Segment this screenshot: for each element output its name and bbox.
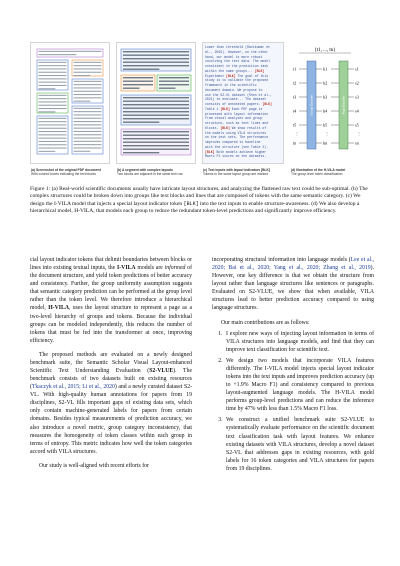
text-line bbox=[39, 65, 67, 66]
text-line bbox=[123, 65, 189, 66]
text-line bbox=[123, 77, 153, 78]
paragraph: The proposed methods are evaluated on a newly designed benchmark suite, the Semantic Scholar Visual Layout-enhanced Scientific Text Understanding Evaluation (S2-VLUE). The benchmark consists of two datasets built on existing resources (Tkaczyk et al., 2015; Li et al., 2020) and a newly curated dataset S2-VL. With high-quality human annotations for papers from 19 disciplines, S2-VL fills important gaps of existing data sets, which only contain machine-generated labels for papers from certain domains. Besides typical measurements of prediction accuracy, we also introduce a novel metric, group category inconsistency, that measures the homogeneity of token classes within each group in terms of entropy. This metric indicates how well the token categories accord with VILA structures. bbox=[30, 351, 192, 455]
caption-blk-token: [BLK] bbox=[183, 200, 199, 207]
text-line bbox=[123, 115, 189, 116]
text-line bbox=[123, 149, 189, 150]
input-text-line: consists of annotated papers. [BLK] bbox=[205, 102, 272, 106]
panel-a-note: With colored boxes indicating the text blocks bbox=[31, 171, 96, 176]
text-line bbox=[39, 131, 67, 132]
text-line bbox=[74, 111, 102, 112]
text-line bbox=[74, 87, 102, 88]
list-item: 1. I explore new ways of injecting layout information in terms of VILA structures into language models, and find that they can improve text classification for scientific text. bbox=[224, 330, 374, 354]
text-line bbox=[39, 82, 67, 83]
text-block-box bbox=[121, 95, 191, 125]
hidden-state-label: h1 bbox=[323, 66, 328, 72]
text-line bbox=[123, 81, 153, 82]
citation-link[interactable]: Tkaczyk et al., 2015; Li et al., 2020 bbox=[31, 384, 115, 391]
token-label: tn bbox=[293, 140, 297, 146]
text-line bbox=[123, 58, 189, 59]
text-line bbox=[39, 111, 56, 112]
token-label: t1 bbox=[293, 66, 297, 72]
text-line bbox=[74, 144, 102, 145]
text-line bbox=[74, 84, 102, 85]
text-line bbox=[123, 142, 189, 143]
right-column bbox=[212, 256, 374, 476]
text-line bbox=[39, 144, 67, 145]
text-line bbox=[39, 75, 67, 76]
contributions-list bbox=[212, 330, 374, 473]
text-line bbox=[74, 75, 91, 76]
blk-token: [BLK] bbox=[220, 125, 230, 130]
ellipsis-icon: ⋮ bbox=[295, 131, 299, 136]
text-line bbox=[39, 124, 67, 125]
input-text-line: involving the text data. The model bbox=[205, 59, 271, 64]
input-text-line: blocks. [BLK] We show results of bbox=[205, 125, 267, 130]
group-encoder-label: Group Encoder bbox=[309, 94, 314, 116]
hidden-state-label: h4 bbox=[323, 108, 328, 114]
token-label: t2 bbox=[293, 80, 297, 86]
output-label: sn bbox=[355, 140, 359, 146]
page-encoder-label: Page Encoder bbox=[341, 95, 346, 115]
input-text-line: 2021) to evaluate... The dataset bbox=[205, 97, 267, 102]
text-line bbox=[39, 118, 67, 119]
text-line bbox=[123, 97, 189, 98]
input-text-line: within the same groups... [BLK] bbox=[205, 68, 265, 73]
panel-b-note: Two blocks are adjacent in the same text row bbox=[117, 171, 183, 176]
text-line bbox=[39, 85, 67, 86]
text-line bbox=[74, 114, 102, 115]
output-label: s5 bbox=[355, 122, 359, 128]
text-input-block bbox=[203, 43, 283, 161]
text-line bbox=[159, 81, 189, 82]
citation-link[interactable]: Lee et al., 2020; Bai et al., 2020; Yang et al., 2020; Zhang et al., 2019 bbox=[212, 257, 374, 272]
input-text-line: Lower than threshold (Ravikumar et bbox=[205, 45, 271, 49]
output-label: s1 bbox=[355, 66, 359, 72]
text-line bbox=[39, 72, 67, 73]
text-line bbox=[39, 62, 67, 63]
text-line bbox=[74, 94, 102, 95]
text-line bbox=[39, 141, 67, 142]
text-line bbox=[123, 138, 189, 139]
paragraph: Our study is well-aligned with recent efforts for bbox=[39, 462, 149, 469]
input-text-line: use the S2-VL dataset (Shen et al., bbox=[205, 92, 272, 97]
text-line bbox=[123, 51, 189, 52]
input-text-line: processed with layout information bbox=[205, 111, 269, 116]
paragraph: Our main contributions are as follows: bbox=[221, 319, 310, 326]
output-label: s3 bbox=[355, 94, 359, 100]
panel-d-label: (d) Illustration of the H-VILA model bbox=[291, 167, 346, 172]
text-line bbox=[123, 108, 189, 109]
layout-segment-illustration bbox=[117, 43, 195, 163]
input-text-line: with the structure (see Table 2). bbox=[205, 144, 269, 149]
text-line bbox=[74, 108, 102, 109]
panel-a bbox=[30, 42, 110, 176]
panel-c-note: Tokens in the same layout group are marked bbox=[203, 171, 269, 176]
left-column bbox=[30, 256, 192, 470]
blk-token: [BLK] bbox=[220, 106, 230, 111]
text-line bbox=[123, 88, 140, 89]
text-line bbox=[74, 138, 102, 139]
hidden-state-label: hn bbox=[323, 140, 328, 146]
text-line bbox=[123, 152, 159, 153]
blk-token: [BLK] bbox=[254, 68, 265, 73]
text-line bbox=[159, 77, 189, 78]
text-line bbox=[123, 145, 189, 146]
caption-text-1: Figure 1: (a) Real-world scientific documents usually have intricate layout structures, and analyzing the flattened raw text could be sub-optimal. (b) The complex structures could be broken down into groups like text blocks and lines that are composed of tokens with the same semantic category. (c) We design the I-VILA model that injects a special layout indicator token bbox=[30, 186, 368, 207]
text-line bbox=[123, 55, 189, 56]
input-text-line: on the test sets. The performance bbox=[205, 135, 269, 140]
output-label: s4 bbox=[355, 108, 359, 114]
text-line bbox=[74, 68, 102, 69]
text-line bbox=[74, 124, 102, 125]
text-line bbox=[39, 128, 67, 129]
text-line bbox=[74, 128, 102, 129]
paragraph: incorporating structural information into language models (Lee et al., 2020; Bai et al., 2020; Yang et al., 2020; Zhang et al., 2019). However, one key difference is that we obtain the structure from layout rather than language structures like sentences or paragraphs. Evaluated on S2-VLUE, we show that when available, VILA structures lead to better prediction accuracy compared to using language structures. bbox=[212, 257, 374, 312]
panel-b-label: (b) A segment with complex layouts bbox=[117, 167, 173, 172]
hidden-state-label: h3 bbox=[323, 94, 328, 100]
text-line bbox=[123, 62, 189, 63]
h-vila-diagram bbox=[291, 43, 375, 163]
text-line bbox=[74, 151, 91, 152]
panel-d-note: The group-level token classification bbox=[291, 171, 343, 176]
text-line bbox=[39, 78, 67, 79]
text-line bbox=[74, 121, 102, 122]
input-text-line: hand, our model is more robust bbox=[205, 54, 263, 59]
text-line bbox=[123, 111, 189, 112]
figure-1 bbox=[30, 42, 374, 178]
figure-caption bbox=[30, 186, 372, 216]
input-text-line: [BLK] Both models achieve higher bbox=[205, 149, 267, 154]
text-line bbox=[123, 122, 159, 123]
list-item: 3. We construct a unified benchmark suite S2-VLUE to systematically evaluate performance on the scientific document text classification task with layout features. We enhance existing datasets with VILA structures, develop a novel dataset S2-VL that addresses gaps in existing resources, with gold labels for 16 token categories and VILA structures for papers from 19 disciplines. bbox=[224, 416, 374, 473]
ellipsis-icon: ⋮ bbox=[357, 131, 361, 136]
text-line bbox=[39, 134, 67, 135]
input-text-line: the models using VILA structures bbox=[205, 130, 267, 135]
hidden-state-label: h5 bbox=[323, 122, 328, 128]
text-line bbox=[39, 51, 102, 52]
input-text-line: study is to validate the proposed bbox=[205, 78, 269, 83]
text-line bbox=[74, 101, 91, 102]
input-text-line: Experiment [BLK] The goal of this bbox=[205, 73, 269, 78]
paragraph: cial layout indicator tokens that delimit boundaries between blocks or lines into existing textual inputs, the I-VILA models are informed of the document structure, and yield token predictions of better accuracy and consistency. Further, the group uniformity assumption suggests that semantic category prediction can be performed at the group level rather than the token level. We therefore introduce a hierarchical model, H-VILA, uses the layout structure to represent a page as a two-level hierarchy of groups and tokens. Because the individual groups can be modeled independently, this reduces the number of tokens that must be fed into the transformer at once, improving efficiency. bbox=[30, 257, 192, 344]
text-line bbox=[74, 62, 102, 63]
input-text-line: Table 1 [BLK] Each PDF page is bbox=[205, 106, 263, 111]
text-line bbox=[39, 68, 67, 69]
input-text-line: structure, such as text lines and bbox=[205, 121, 269, 125]
text-line bbox=[39, 121, 67, 122]
blk-token: [BLK] bbox=[226, 73, 236, 78]
input-text-line: improves compared to baseline bbox=[205, 140, 261, 144]
text-line bbox=[123, 101, 189, 102]
text-line bbox=[39, 98, 67, 99]
hidden-state-label: h2 bbox=[323, 80, 328, 86]
panel-a-label: (a) Screenshot of the original PDF document bbox=[31, 167, 101, 172]
text-line bbox=[123, 131, 189, 132]
text-line bbox=[123, 118, 189, 119]
text-line bbox=[74, 131, 102, 132]
input-text-line: framework in the scientific bbox=[205, 83, 257, 87]
text-line bbox=[39, 101, 67, 102]
text-line bbox=[74, 91, 102, 92]
panel-b bbox=[116, 42, 196, 176]
output-label: s2 bbox=[355, 80, 359, 86]
text-line bbox=[39, 138, 67, 139]
text-line bbox=[123, 135, 189, 136]
text-line bbox=[39, 108, 67, 109]
token-label: t4 bbox=[293, 108, 297, 114]
text-line bbox=[39, 151, 56, 152]
token-set-label: {t1, ..., tn} bbox=[314, 48, 336, 53]
text-line bbox=[39, 148, 67, 149]
text-line bbox=[74, 65, 102, 66]
text-line bbox=[74, 81, 102, 82]
text-line bbox=[39, 88, 56, 89]
text-line bbox=[123, 69, 159, 70]
text-line bbox=[74, 147, 102, 148]
text-line bbox=[74, 134, 102, 135]
input-text-line: document domain. We propose to bbox=[205, 87, 263, 92]
text-line bbox=[74, 118, 102, 119]
text-line bbox=[74, 97, 102, 98]
token-label: t3 bbox=[293, 94, 297, 100]
panel-c-label: (c) Text inputs with layout indicators [BLK] bbox=[203, 167, 270, 172]
text-line bbox=[39, 54, 77, 55]
blk-token: [BLK] bbox=[262, 102, 272, 106]
document-page-illustration bbox=[31, 43, 109, 163]
panel-c bbox=[202, 42, 284, 176]
panel-d bbox=[290, 42, 376, 176]
text-line bbox=[123, 84, 153, 85]
input-text-line: al., 2019). However, on the other bbox=[205, 49, 269, 54]
blk-token: [BLK] bbox=[205, 149, 215, 154]
input-text-line: from visual analyses and group bbox=[205, 116, 263, 121]
text-line bbox=[39, 95, 67, 96]
text-line bbox=[159, 88, 176, 89]
ellipsis-icon: ⋮ bbox=[325, 131, 329, 136]
text-line bbox=[74, 72, 102, 73]
text-line bbox=[159, 84, 189, 85]
input-text-line: Macro F1 scores on the datasets. bbox=[205, 154, 267, 159]
token-label: t5 bbox=[293, 122, 297, 128]
caption-text-2: into the text inputs to enable structure-awareness. (d) We also develop a hierarchical model, H-VILA, that models each group to reduce the redundant token-level predictions and significantly improve efficiency. bbox=[30, 200, 360, 215]
list-item: 2. We design two models that incorporate VILA features differently. The I-VILA model injects special layout indicator tokens into the text inputs and improves prediction accuracy (up to +1.9% Macro F1) and consistency compared to previous layout-augmented language models. The H-VILA model performs group-level predictions and can reduce the inference time by 47% with less than 1.5% Macro F1 loss. bbox=[224, 357, 374, 414]
text-line bbox=[39, 105, 67, 106]
text-line bbox=[123, 104, 189, 105]
text-line bbox=[74, 141, 102, 142]
input-text-line: consistent in the prediction task bbox=[205, 64, 269, 68]
